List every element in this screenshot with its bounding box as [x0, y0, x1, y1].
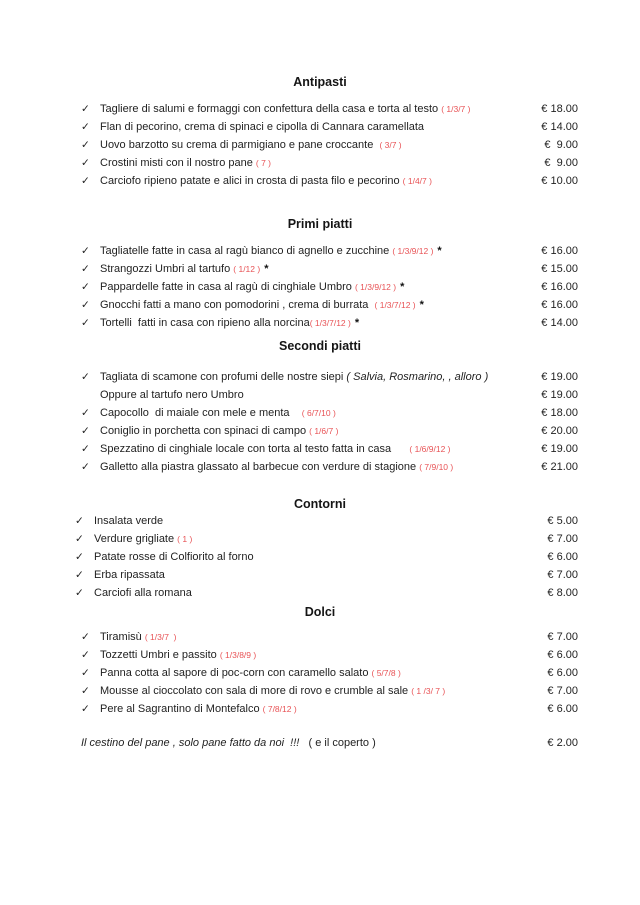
section-items — [62, 628, 578, 718]
section-title: Dolci — [304, 605, 336, 619]
allergen-codes: ( 1/6/9/12 ) — [409, 444, 451, 454]
allergen-codes: ( 1/4/7 ) — [402, 176, 432, 186]
item-name: Tagliata di scamone con profumi delle nostre siepi — [100, 371, 347, 383]
item-name: Verdure grigliate — [94, 533, 178, 545]
item-text — [100, 154, 522, 172]
checkmark-icon: ✓ — [81, 407, 90, 419]
menu-item-row — [62, 296, 578, 314]
menu-item-row — [62, 260, 578, 278]
menu-item-row — [62, 682, 578, 700]
checkmark-icon: ✓ — [75, 551, 84, 563]
allergen-codes: ( 5/7/8 ) — [371, 668, 401, 678]
item-text — [94, 548, 522, 566]
item-name: Carciofi alla romana — [94, 587, 192, 599]
item-name: Capocollo di maiale con mele e menta — [100, 407, 302, 419]
menu-item-row — [62, 512, 578, 530]
item-price: € 9.00 — [544, 157, 578, 169]
item-price: € 21.00 — [541, 461, 578, 473]
checkmark-icon: ✓ — [81, 685, 90, 697]
menu-item-row — [62, 628, 578, 646]
item-price: € 14.00 — [541, 121, 578, 133]
allergen-codes: ( 1/3/8/9 ) — [219, 650, 257, 660]
item-price: € 8.00 — [547, 587, 578, 599]
item-text — [94, 512, 522, 530]
item-name: Tagliere di salumi e formaggi con confettura della casa e torta al testo — [100, 103, 442, 115]
allergen-codes: ( 3/7 ) — [379, 140, 402, 150]
menu-sections — [62, 74, 578, 718]
item-note-italic: ( Salvia, Rosmarino, , alloro ) — [346, 371, 489, 383]
checkmark-icon: ✓ — [81, 667, 90, 679]
menu-item-row — [62, 566, 578, 584]
item-name: Spezzatino di cinghiale locale con torta al testo fatta in casa — [100, 443, 410, 455]
item-name: Strangozzi Umbri al tartufo — [100, 263, 234, 275]
checkmark-icon: ✓ — [75, 533, 84, 545]
checkmark-icon: ✓ — [81, 281, 90, 293]
item-text — [100, 368, 522, 386]
item-name: Gnocchi fatti a mano con pomodorini , crema di burrata — [100, 299, 375, 311]
menu-item-row — [62, 458, 578, 476]
menu-item-row — [62, 118, 578, 136]
item-name: Oppure al tartufo nero Umbro — [100, 389, 244, 401]
item-text — [100, 172, 522, 190]
item-name: Galletto alla piastra glassato al barbecue con verdure di stagione — [100, 461, 420, 473]
item-text — [100, 100, 522, 118]
item-price: € 6.00 — [547, 551, 578, 563]
item-price: € 19.00 — [541, 443, 578, 455]
section-primi — [62, 216, 578, 332]
checkmark-icon: ✓ — [81, 121, 90, 133]
item-price: € 19.00 — [541, 389, 578, 401]
menu-item-row — [62, 664, 578, 682]
item-price: € 16.00 — [541, 299, 578, 311]
menu-item-row — [62, 136, 578, 154]
item-text — [100, 422, 522, 440]
item-text — [100, 646, 522, 664]
item-text — [100, 242, 522, 260]
item-name: Flan di pecorino, crema di spinaci e cipolla di Cannara caramellata — [100, 121, 425, 133]
item-name: Carciofo ripieno patate e alici in crosta di pasta filo e pecorino — [100, 175, 403, 187]
item-name: Insalata verde — [94, 515, 164, 527]
checkmark-icon: ✓ — [81, 649, 90, 661]
checkmark-icon: ✓ — [81, 299, 90, 311]
item-price: € 7.00 — [547, 569, 578, 581]
checkmark-icon: ✓ — [81, 371, 90, 383]
allergen-codes: ( 6/7/10 ) — [301, 408, 336, 418]
section-items — [62, 512, 578, 602]
item-text — [100, 458, 522, 476]
allergen-codes: ( 1/6/7 ) — [309, 426, 339, 436]
section-contorni — [62, 496, 578, 602]
menu-item-row — [62, 314, 578, 332]
item-name: Crostini misti con il nostro pane — [100, 157, 256, 169]
frozen-product-star: * — [437, 245, 442, 257]
item-text — [100, 386, 522, 404]
item-name: Pere al Sagrantino di Montefalco — [100, 703, 263, 715]
section-antipasti — [62, 74, 578, 190]
item-text — [100, 700, 522, 718]
item-name: Panna cotta al sapore di poc-corn con caramello salato — [100, 667, 372, 679]
item-price: € 16.00 — [541, 281, 578, 293]
item-price: € 9.00 — [544, 139, 578, 151]
section-secondi — [62, 338, 578, 476]
item-price: € 14.00 — [541, 317, 578, 329]
menu-item-row — [62, 700, 578, 718]
checkmark-icon: ✓ — [81, 703, 90, 715]
item-price: € 18.00 — [541, 407, 578, 419]
item-text — [100, 296, 522, 314]
allergen-codes: ( 1/3/9/12 ) — [392, 246, 434, 256]
section-title: Primi piatti — [287, 217, 353, 231]
item-name: Uovo barzotto su crema di parmigiano e pane croccante — [100, 139, 380, 151]
section-title: Contorni — [293, 497, 347, 511]
section-title: Antipasti — [293, 75, 347, 89]
menu-item-row — [62, 404, 578, 422]
allergen-codes: ( 1/3/7 ) — [144, 632, 177, 642]
menu-item-row — [62, 530, 578, 548]
item-text — [100, 682, 522, 700]
menu-item-row — [62, 278, 578, 296]
item-price: € 6.00 — [547, 703, 578, 715]
footer-price: € 2.00 — [547, 737, 578, 749]
checkmark-icon: ✓ — [81, 157, 90, 169]
item-price: € 18.00 — [541, 103, 578, 115]
footer-note-italic: Il cestino del pane , solo pane fatto da noi !!! — [81, 737, 300, 749]
checkmark-icon: ✓ — [81, 443, 90, 455]
item-text — [100, 440, 522, 458]
item-name: Pappardelle fatte in casa al ragù di cinghiale Umbro — [100, 281, 355, 293]
allergen-codes: ( 7/9/10 ) — [419, 462, 454, 472]
item-price: € 16.00 — [541, 245, 578, 257]
section-items — [62, 242, 578, 332]
section-items — [62, 100, 578, 190]
section-items — [62, 368, 578, 476]
checkmark-icon: ✓ — [81, 425, 90, 437]
checkmark-icon: ✓ — [75, 515, 84, 527]
item-text — [94, 566, 522, 584]
item-name: Tiramisù — [100, 631, 145, 643]
frozen-product-star: * — [400, 281, 405, 293]
frozen-product-star: * — [354, 317, 360, 329]
menu-item-row — [62, 100, 578, 118]
bread-and-cover-charge-row — [62, 734, 578, 752]
item-price: € 15.00 — [541, 263, 578, 275]
item-text — [100, 664, 522, 682]
menu-item-row — [62, 422, 578, 440]
checkmark-icon: ✓ — [81, 139, 90, 151]
item-text — [94, 584, 522, 602]
footer-note — [81, 734, 522, 752]
item-price: € 5.00 — [547, 515, 578, 527]
item-price: € 7.00 — [547, 631, 578, 643]
item-text — [100, 278, 522, 296]
item-text — [94, 530, 522, 548]
item-name: Tozzetti Umbri e passito — [100, 649, 220, 661]
allergen-codes: ( 1/3/7/12 ) — [309, 318, 351, 328]
checkmark-icon: ✓ — [75, 569, 84, 581]
menu-item-row — [62, 646, 578, 664]
item-price: € 6.00 — [547, 667, 578, 679]
allergen-codes: ( 1/3/7/12 ) — [374, 300, 416, 310]
item-text — [100, 118, 522, 136]
item-price: € 7.00 — [547, 533, 578, 545]
allergen-codes: ( 1 /3/ 7 ) — [411, 686, 446, 696]
allergen-codes: ( 7 ) — [255, 158, 272, 168]
allergen-codes: ( 7/8/12 ) — [262, 704, 297, 714]
item-text — [100, 136, 522, 154]
checkmark-icon: ✓ — [81, 461, 90, 473]
item-price: € 20.00 — [541, 425, 578, 437]
checkmark-icon: ✓ — [81, 245, 90, 257]
menu-item-row — [62, 386, 578, 404]
menu-item-row — [62, 584, 578, 602]
checkmark-icon: ✓ — [81, 263, 90, 275]
menu-item-row — [62, 172, 578, 190]
allergen-codes: ( 1/3/9/12 ) — [354, 282, 397, 292]
frozen-product-star: * — [419, 299, 424, 311]
menu-item-row — [62, 548, 578, 566]
section-dolci — [62, 604, 578, 718]
frozen-product-star: * — [264, 263, 269, 275]
item-text — [100, 314, 522, 332]
item-name: Tagliatelle fatte in casa al ragù bianco di agnello e zucchine — [100, 245, 393, 257]
allergen-codes: ( 1/3/7 ) — [441, 104, 471, 114]
item-price: € 10.00 — [541, 175, 578, 187]
item-text — [100, 260, 522, 278]
menu-item-row — [62, 154, 578, 172]
item-text — [100, 628, 522, 646]
checkmark-icon: ✓ — [81, 317, 90, 329]
item-price: € 19.00 — [541, 371, 578, 383]
menu-item-row — [62, 242, 578, 260]
item-name: Coniglio in porchetta con spinaci di campo — [100, 425, 310, 437]
item-name: Mousse al cioccolato con sala di more di rovo e crumble al sale — [100, 685, 412, 697]
item-price: € 7.00 — [547, 685, 578, 697]
item-name: Patate rosse di Colfiorito al forno — [94, 551, 254, 563]
checkmark-icon: ✓ — [75, 587, 84, 599]
item-name: Tortelli fatti in casa con ripieno alla norcina — [100, 317, 310, 329]
checkmark-icon: ✓ — [81, 103, 90, 115]
item-name: Erba ripassata — [94, 569, 165, 581]
checkmark-icon: ✓ — [81, 175, 90, 187]
allergen-codes: ( 1 ) — [177, 534, 193, 544]
item-text — [100, 404, 522, 422]
menu-item-row — [62, 440, 578, 458]
menu-item-row — [62, 368, 578, 386]
section-title: Secondi piatti — [279, 339, 361, 353]
footer-note-regular: ( e il coperto ) — [299, 737, 376, 749]
checkmark-icon: ✓ — [81, 631, 90, 643]
item-price: € 6.00 — [547, 649, 578, 661]
allergen-codes: ( 1/12 ) — [233, 264, 261, 274]
